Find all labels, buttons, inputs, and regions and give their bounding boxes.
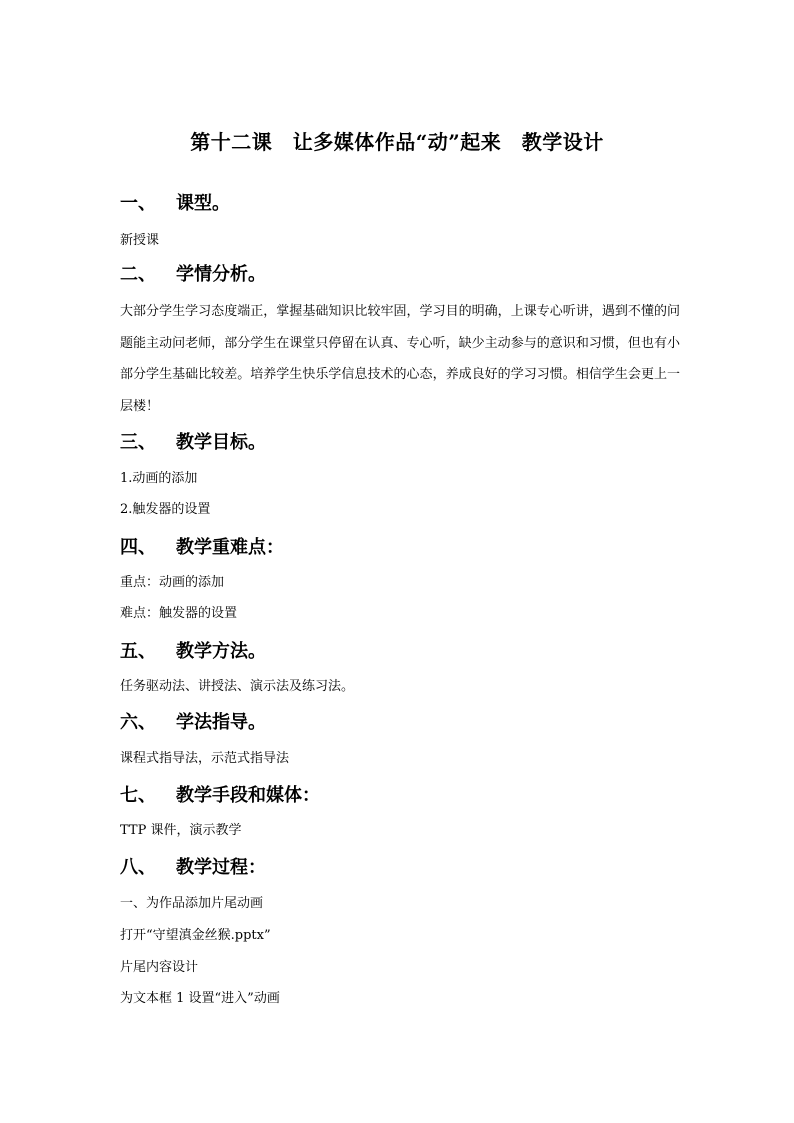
goal-item: 1.动画的添加 [120,471,198,486]
section-number: 四、 [120,537,156,558]
section-title: 学法指导。 [176,712,266,733]
key-point-item: 重点：动画的添加 [120,575,225,590]
section-title: 教学重难点： [176,537,284,558]
section-number: 一、 [120,193,156,214]
process-line: 打开“守望滇金丝猴.pptx” [120,928,271,943]
section-heading-4 [120,535,284,561]
key-point-item: 难点：触发器的设置 [120,606,238,621]
lesson-type-text: 新授课 [120,233,160,248]
goal-item: 2.触发器的设置 [120,502,211,517]
study-guidance-text: 课程式指导法，示范式指导法 [120,751,290,766]
section-title: 教学方法。 [176,641,266,662]
section-number: 六、 [120,712,156,733]
section-number: 五、 [120,641,156,662]
process-line: 片尾内容设计 [120,960,199,975]
section-number: 二、 [120,264,156,285]
analysis-paragraph: 大部分学生学习态度端正，掌握基础知识比较牢固，学习目的明确，上课专心听讲，遇到不懂的问题能主动问老师，部分学生在课堂只停留在认真、专心听，缺少主动参与的意识和习惯，但也有小部分学生基础比较差。培养学生快乐学信息技术的心态，养成良好的学习习惯。相信学生会更上一层楼！ [120,304,680,414]
process-line: 为文本框 1 设置“进入”动画 [120,991,280,1006]
methods-text: 任务驱动法、讲授法、演示法及练习法。 [120,679,355,694]
section-number: 八、 [120,857,156,878]
section-number: 七、 [120,785,156,806]
section-title: 课型。 [176,193,230,214]
section-title: 教学目标。 [176,432,266,453]
section-title: 学情分析。 [176,264,266,285]
section-heading-1 [120,191,230,217]
section-heading-8 [120,855,266,881]
section-heading-7 [120,783,320,809]
media-text: TTP 课件，演示教学 [120,823,242,838]
section-title: 教学过程： [176,857,266,878]
section-heading-6 [120,710,266,736]
section-heading-2 [120,262,266,288]
section-number: 三、 [120,432,156,453]
document-title: 第十二课 让多媒体作品“动”起来 教学设计 [190,130,604,154]
section-title: 教学手段和媒体： [176,785,320,806]
section-heading-5 [120,639,266,665]
process-line: 一、为作品添加片尾动画 [120,896,264,911]
section-heading-3 [120,430,266,456]
